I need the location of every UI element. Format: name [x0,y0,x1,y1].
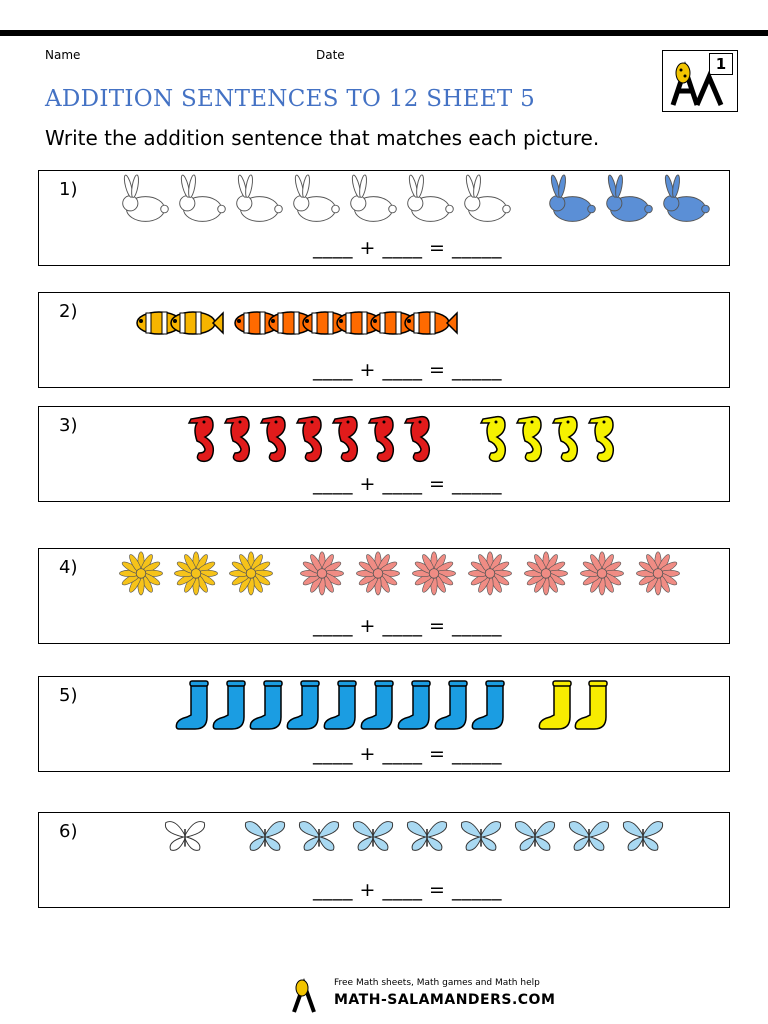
boot-icon [539,681,571,729]
clownfish-icon [171,312,223,334]
seahorse-icon [333,417,357,462]
butterfly-icon [569,822,608,851]
butterfly-icon [165,822,204,851]
boot-icon [575,681,607,729]
rabbit-icon [180,174,226,221]
rabbit-icon [294,174,340,221]
butterfly-icon [515,822,554,851]
worksheet-title: ADDITION SENTENCES TO 12 SHEET 5 [45,86,536,112]
answer-sentence: ____ + ____ = _____ [313,359,502,381]
grade-badge: 1 [709,53,733,75]
rabbit-icon [237,174,283,221]
rabbit-group [39,171,731,231]
rabbit-icon [123,174,169,221]
answer-sentence: ____ + ____ = _____ [313,879,502,901]
seahorse-icon [481,417,505,462]
question-1 [38,170,730,266]
rabbit-icon [607,174,653,221]
question-number: 1) [59,179,78,200]
boot-icon [472,681,504,729]
rabbit-icon [465,174,511,221]
boot-icon [435,681,467,729]
flower-icon [524,552,567,595]
footer-tagline: Free Math sheets, Math games and Math help [334,978,540,988]
butterfly-icon [623,822,662,851]
answer-sentence: ____ + ____ = _____ [313,237,502,259]
seahorse-icon [553,417,577,462]
salamander-icon [290,974,330,1014]
footer-site: MATH-SALAMANDERS.COM [334,992,556,1008]
flower-icon [229,552,272,595]
butterfly-icon [299,822,338,851]
seahorse-icon [517,417,541,462]
seahorse-icon [189,417,213,462]
flower-icon [356,552,399,595]
boot-icon [361,681,393,729]
rabbit-icon [351,174,397,221]
answer-sentence: ____ + ____ = _____ [313,743,502,765]
footer-logo [290,972,556,1016]
top-rule [0,30,768,36]
flower-icon [468,552,511,595]
boot-icon [398,681,430,729]
seahorse-icon [297,417,321,462]
boot-icon [287,681,319,729]
flower-icon [119,552,162,595]
question-6 [38,812,730,908]
flower-icon [174,552,217,595]
clownfish-group [39,293,731,353]
name-label: Name [45,48,81,62]
salamander-logo [662,50,738,112]
question-number: 5) [59,685,78,706]
seahorse-icon [369,417,393,462]
butterfly-icon [245,822,284,851]
boot-icon [213,681,245,729]
question-number: 4) [59,557,78,578]
boot-icon [324,681,356,729]
question-4 [38,548,730,644]
question-2 [38,292,730,388]
question-number: 2) [59,301,78,322]
flower-icon [636,552,679,595]
date-label: Date [316,48,345,62]
question-number: 6) [59,821,78,842]
boot-icon [176,681,208,729]
rabbit-icon [550,174,596,221]
boot-icon [250,681,282,729]
question-number: 3) [59,415,78,436]
question-5 [38,676,730,772]
seahorse-icon [405,417,429,462]
boot-group [39,677,731,737]
flower-icon [580,552,623,595]
butterfly-group [39,813,731,873]
rabbit-icon [408,174,454,221]
seahorse-icon [225,417,249,462]
answer-sentence: ____ + ____ = _____ [313,615,502,637]
clownfish-icon [405,312,457,334]
seahorse-icon [261,417,285,462]
butterfly-icon [461,822,500,851]
seahorse-group [39,407,731,467]
question-3 [38,406,730,502]
flower-icon [300,552,343,595]
flower-icon [412,552,455,595]
seahorse-icon [589,417,613,462]
answer-sentence: ____ + ____ = _____ [313,473,502,495]
flower-group [39,549,731,609]
rabbit-icon [664,174,710,221]
butterfly-icon [353,822,392,851]
instructions: Write the addition sentence that matches each picture. [45,126,600,150]
butterfly-icon [407,822,446,851]
